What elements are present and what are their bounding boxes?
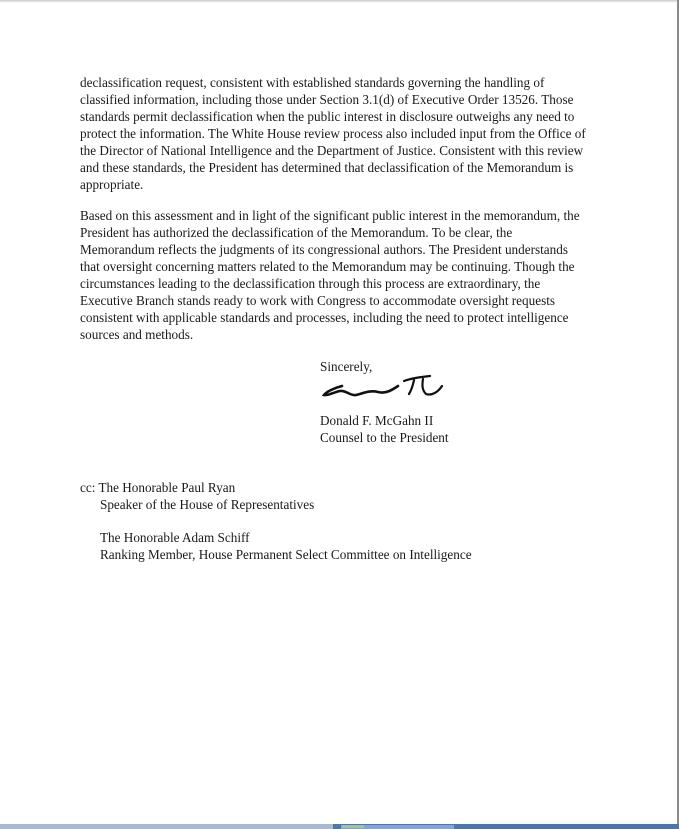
cc-prefix: cc:: [80, 480, 99, 495]
text-line: protect the information. The White House review process also included input from the Office of: [80, 126, 586, 141]
top-shadow: [0, 0, 679, 3]
text-line: consistent with applicable standards and processes, including the need to protect intelligence: [80, 310, 569, 325]
text-line: circumstances leading to the declassification through this process are extraordinary, the: [80, 276, 541, 291]
horizontal-scrollbar-area[interactable]: [0, 824, 333, 829]
cc-name: The Honorable Paul Ryan: [98, 480, 236, 495]
scrollbar-thumb[interactable]: [342, 825, 364, 828]
text-line: standards permit declassification when the public interest in disclosure outweighs any need to: [80, 109, 575, 124]
text-line: declassification request, consistent with established standards governing the handling of: [80, 75, 545, 90]
cc-recipient-2: The Honorable Adam Schiff: [100, 530, 250, 545]
cc-role: Speaker of the House of Representatives: [100, 497, 315, 512]
text-line: Memorandum reflects the judgments of its congressional authors. The President understands: [80, 242, 568, 257]
paragraph-1: [80, 74, 600, 193]
closing: Sincerely,: [320, 359, 373, 374]
cc-recipient-1: [80, 479, 235, 496]
text-line: sources and methods.: [80, 327, 194, 342]
text-line: Based on this assessment and in light of the significant public interest in the memorandum, the: [80, 208, 580, 223]
text-line: the Director of National Intelligence and the Department of Justice. Consistent with this review: [80, 143, 584, 158]
text-line: that oversight concerning matters related to the Memorandum may be continuing. Though the: [80, 259, 575, 274]
signer-name: Donald F. McGahn II: [320, 413, 434, 428]
text-line: and these standards, the President has determined that declassification of the Memorandum is: [80, 160, 574, 175]
paragraph-2: [80, 207, 600, 343]
text-line: President has authorized the declassification of the Memorandum. To be clear, the: [80, 225, 513, 240]
signer-title: Counsel to the President: [320, 430, 449, 445]
text-line: Executive Branch stands ready to work with Congress to accommodate oversight requests: [80, 293, 555, 308]
signature-icon: [320, 374, 450, 404]
text-line: appropriate.: [80, 177, 144, 192]
text-line: classified information, including those under Section 3.1(d) of Executive Order 13526. Those: [80, 92, 574, 107]
cc-role: Ranking Member, House Permanent Select Committee on Intelligence: [100, 547, 472, 562]
